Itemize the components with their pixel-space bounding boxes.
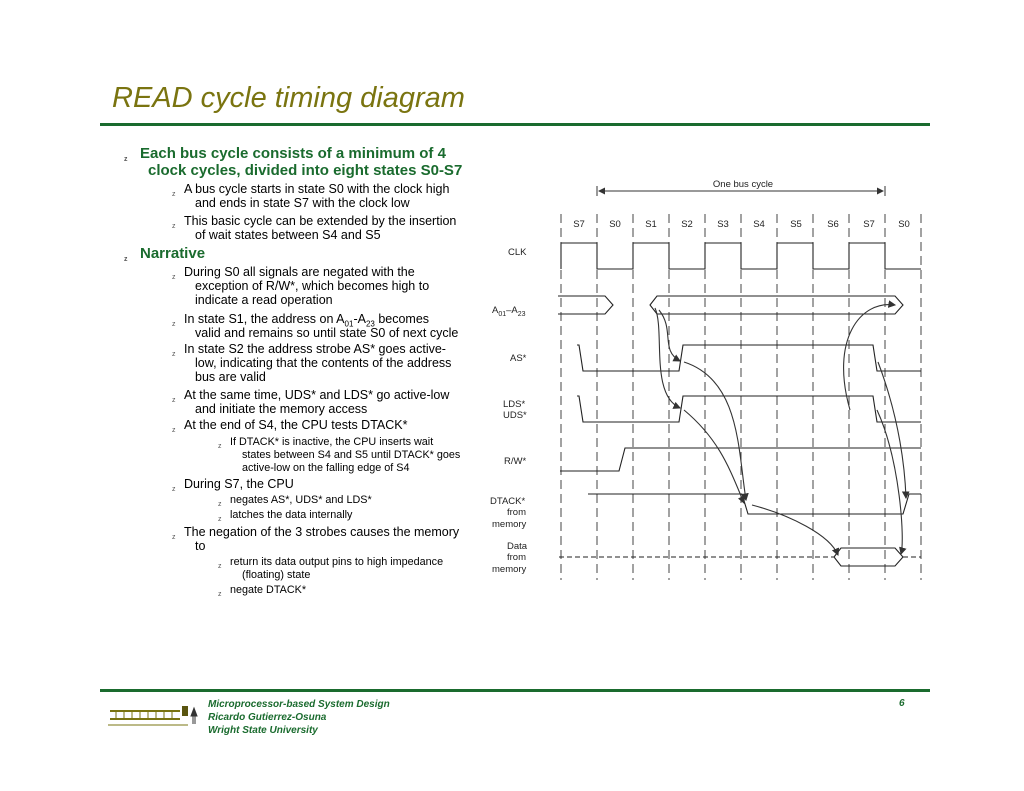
bullet-subscript: 23 xyxy=(365,319,375,329)
bullet-marker: z xyxy=(172,427,176,434)
signal-label-as: AS* xyxy=(510,353,527,364)
footer-university: Wright State University xyxy=(208,725,318,736)
bullet-narrative xyxy=(124,245,206,263)
bullet-text-cont: to xyxy=(195,539,206,553)
bullet-marker: z xyxy=(124,156,128,163)
bullet-text-cont: low, indicating that the contents of the address xyxy=(195,356,452,370)
arrow-dtack-to-data xyxy=(752,505,838,555)
sub-sub-bullet-negate-dtack xyxy=(218,584,307,598)
signal-label-address-pre: A xyxy=(492,305,499,316)
clk-waveform xyxy=(561,243,921,269)
bullet-text-cont: valid and remains so until state S0 of next cycle xyxy=(195,326,459,340)
bullet-text-cont: clock cycles, divided into eight states S0-S7 xyxy=(148,162,463,179)
signal-label-address-sub1: 01 xyxy=(498,311,507,318)
arrow-lds-negate-to-addr xyxy=(844,305,895,410)
wright-flyer-logo xyxy=(108,700,208,730)
bullet-text: If DTACK* is inactive, the CPU inserts wait xyxy=(230,436,434,448)
signal-label-dtack: DTACK* xyxy=(490,496,526,507)
signal-label-dtack-from: from xyxy=(507,507,526,518)
bullet-marker: z xyxy=(172,534,176,541)
bullet-text: During S0 all signals are negated with the xyxy=(184,265,415,279)
bullet-text-cont: of wait states between S4 and S5 xyxy=(195,228,381,242)
sub-bullet-dtack xyxy=(172,418,408,434)
signal-label-uds: UDS* xyxy=(503,410,527,421)
sub-bullet-s7 xyxy=(172,477,294,493)
page-number: 6 xyxy=(899,698,905,709)
page-title: READ cycle timing diagram xyxy=(112,82,465,114)
bullet-text: This basic cycle can be extended by the insertion xyxy=(184,214,457,228)
waveforms xyxy=(558,243,921,566)
bullet-text: At the end of S4, the CPU tests DTACK* xyxy=(184,418,408,432)
bullet-text-cont: exception of R/W*, which becomes high to xyxy=(195,279,430,293)
bullet-text: latches the data internally xyxy=(230,509,353,521)
bullet-marker: z xyxy=(172,397,176,404)
state-label-s1: S1 xyxy=(645,219,657,230)
timing-diagram xyxy=(486,175,930,585)
causality-arrows xyxy=(655,305,906,555)
bullet-text-cont: indicate a read operation xyxy=(195,293,333,307)
footer-credits xyxy=(208,698,390,737)
bullet-marker: z xyxy=(124,256,128,263)
sub-bullet-uds-lds xyxy=(172,388,450,404)
sub-bullet-s0 xyxy=(172,265,415,281)
bullet-marker: z xyxy=(172,191,176,198)
signal-label-data-from: from xyxy=(507,552,526,563)
address-waveform-prev xyxy=(558,296,613,314)
state-label-s7: S7 xyxy=(573,219,585,230)
signal-label-address-sub2: 23 xyxy=(517,311,526,318)
bullet-bus-cycle xyxy=(124,145,446,163)
lds-uds-waveform xyxy=(577,396,921,422)
footer-divider xyxy=(100,689,930,692)
bullet-text: Narrative xyxy=(140,245,206,262)
bullet-text: becomes xyxy=(374,312,430,326)
sub-sub-bullet-wait xyxy=(218,436,434,450)
state-label-s7-end: S7 xyxy=(863,219,875,230)
sub-bullet-s2 xyxy=(172,342,446,358)
sub-sub-bullet-negates xyxy=(218,494,372,508)
state-label-s4: S4 xyxy=(753,219,765,230)
bullet-marker: z xyxy=(172,321,176,328)
data-bus-valid xyxy=(834,548,903,566)
state-label-s3: S3 xyxy=(717,219,729,230)
signal-label-dtack-memory: memory xyxy=(492,519,527,530)
bullet-text-cont: states between S4 and S5 until DTACK* goes xyxy=(242,449,461,461)
bullet-marker: z xyxy=(218,591,222,598)
bullet-marker: z xyxy=(218,516,222,523)
bullet-marker: z xyxy=(172,351,176,358)
bullet-text: -A xyxy=(353,312,366,326)
bullet-text: A bus cycle starts in state S0 with the clock high xyxy=(184,182,450,196)
state-label-s2: S2 xyxy=(681,219,693,230)
signal-label-data-memory: memory xyxy=(492,564,527,575)
state-label-s5: S5 xyxy=(790,219,802,230)
sub-bullet-extend xyxy=(172,214,457,230)
bullet-marker: z xyxy=(172,274,176,281)
footer-course: Microprocessor-based System Design xyxy=(208,699,390,710)
bullet-text-cont: bus are valid xyxy=(195,370,266,384)
bullet-text: In state S1, the address on A xyxy=(184,312,345,326)
as-waveform xyxy=(577,345,921,371)
signal-label-data: Data xyxy=(507,541,528,552)
state-label-s0: S0 xyxy=(609,219,621,230)
bullet-text: return its data output pins to high impedance xyxy=(230,556,444,568)
bullet-text: Each bus cycle consists of a minimum of 4 xyxy=(140,145,446,162)
bullet-text: negate DTACK* xyxy=(230,584,307,596)
bullet-marker: z xyxy=(172,223,176,230)
bullet-text-cont: active-low on the falling edge of S4 xyxy=(242,462,410,474)
bullet-marker: z xyxy=(218,563,222,570)
bullet-text-cont: and initiate the memory access xyxy=(195,402,368,416)
signal-label-address-mid: –A xyxy=(506,305,518,316)
arrow-as-to-dtack xyxy=(684,362,746,500)
bullet-marker: z xyxy=(218,501,222,508)
state-label-s6: S6 xyxy=(827,219,839,230)
state-label-s0-end: S0 xyxy=(898,219,910,230)
bus-cycle-label: One bus cycle xyxy=(712,179,774,190)
bullet-text-cont: (floating) state xyxy=(242,569,311,581)
sub-bullet-start xyxy=(172,182,450,198)
bullet-text: At the same time, UDS* and LDS* go active-low xyxy=(184,388,450,402)
dtack-waveform xyxy=(588,494,921,514)
signal-label-clk: CLK xyxy=(508,247,527,258)
sub-sub-bullet-high-z xyxy=(218,556,444,570)
bullet-text: negates AS*, UDS* and LDS* xyxy=(230,494,372,506)
bullet-text-cont: and ends in state S7 with the clock low xyxy=(195,196,410,210)
bullet-text: The negation of the 3 strobes causes the memory xyxy=(184,525,460,539)
bullet-text: In state S2 the address strobe AS* goes active- xyxy=(184,342,446,356)
signal-labels xyxy=(490,247,528,575)
bullet-marker: z xyxy=(218,443,222,450)
arrow-strobes-to-dtack-negate xyxy=(878,362,906,498)
bullet-list xyxy=(0,0,490,600)
bullet-subscript: 01 xyxy=(344,319,354,329)
signal-label-address xyxy=(492,305,526,318)
sub-sub-bullet-latches xyxy=(218,509,353,523)
bus-cycle-span xyxy=(597,179,885,196)
sub-bullet-negation xyxy=(172,525,460,541)
bullet-marker: z xyxy=(172,486,176,493)
arrow-lds-to-dtack xyxy=(684,410,744,503)
signal-label-rw: R/W* xyxy=(504,456,527,467)
footer-author: Ricardo Gutierrez-Osuna xyxy=(208,712,327,723)
bullet-text: During S7, the CPU xyxy=(184,477,294,491)
signal-label-lds: LDS* xyxy=(503,399,526,410)
